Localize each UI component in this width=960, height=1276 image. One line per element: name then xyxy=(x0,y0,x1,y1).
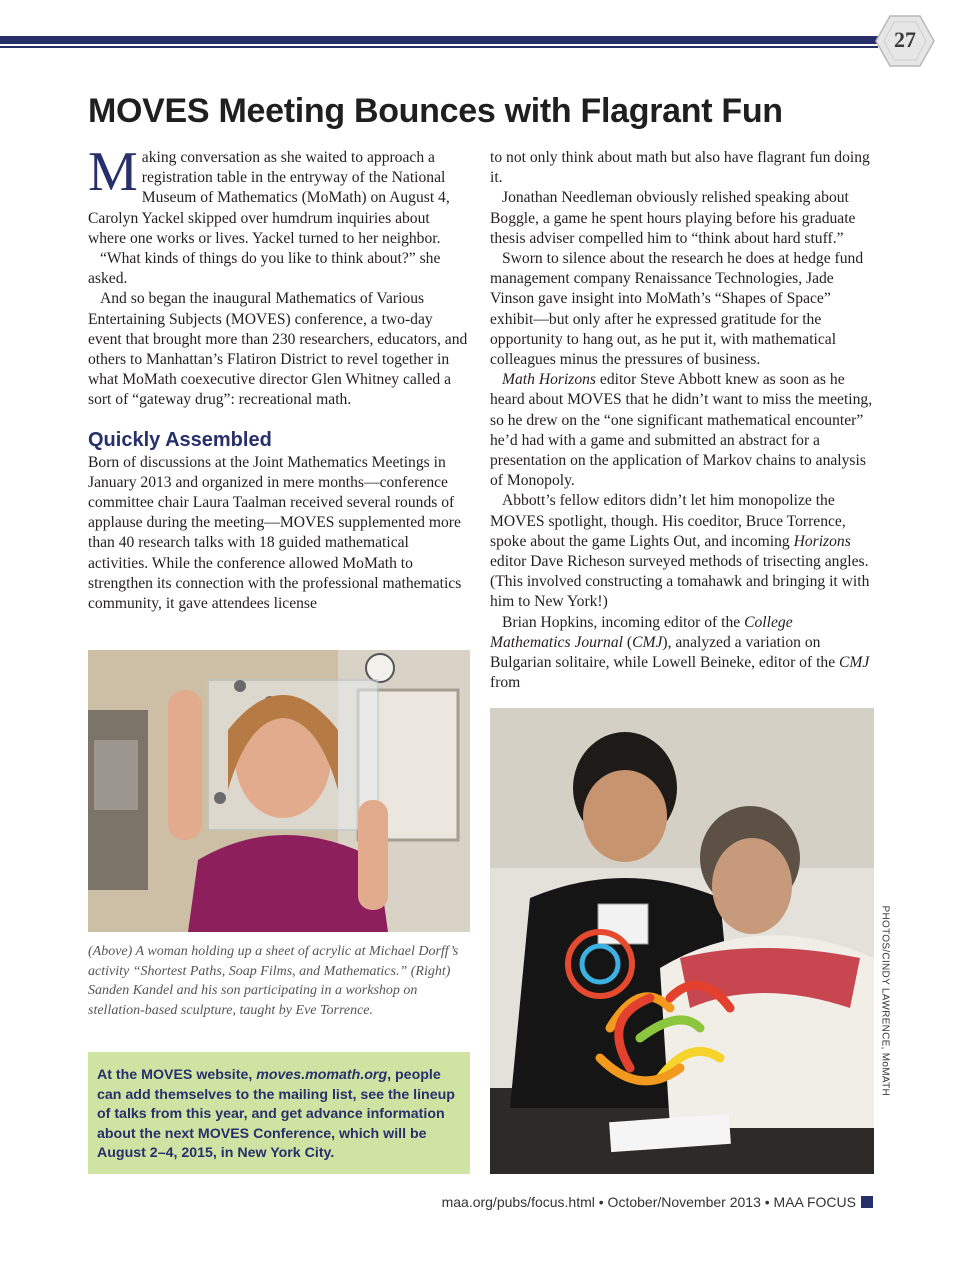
header-rule-thin xyxy=(0,46,878,48)
paragraph: Sworn to silence about the research he does at hedge fund management company Renaissance Technologies, Jade Vinson gave insight into MoMath’s “Shapes of Space” exhibit—but only after he expressed gratitude for the opportunity to hang out, as he put it, with mathematical colleagues minus the pressures of business. xyxy=(490,250,864,369)
paragraph: Abbott’s fellow editors didn’t let him monopolize the MOVES spotlight, though. His coeditor, Bruce Torrence, spoke about the game Lights Out, and incoming Horizons editor Dave Richeson surveyed methods of trisecting angles. (This involved constructing a tomahawk and bringing it with him to New York!) xyxy=(490,492,870,611)
drop-cap: M xyxy=(88,141,138,203)
left-column xyxy=(88,141,468,614)
photo-caption: (Above) A woman holding up a sheet of acrylic at Michael Dorff’s activity “Shortest Paths, Soap Films, and Mathematics.” (Right) Sanden Kandel and his son participating in a workshop on stellation-based sculpture, taught by Eve Torrence. xyxy=(88,944,459,1018)
page-footer: maa.org/pubs/focus.html • October/November 2013 • MAA FOCUS xyxy=(441,1194,856,1210)
right-column xyxy=(490,148,874,693)
paragraph: Born of discussions at the Joint Mathematics Meetings in January 2013 and organized in mere months—conference committee chair Laura Taalman received several rounds of applause during the meeting—MOVES supplemented more than 40 research talks with 18 guided mathematical activities. While the conference allowed MoMath to strengthen its connection with the professional mathematics community, it gave attendees license xyxy=(88,453,462,613)
article-title: MOVES Meeting Bounces with Flagrant Fun xyxy=(88,92,783,130)
header-rule xyxy=(0,36,878,44)
callout-box xyxy=(88,1052,470,1174)
paragraph: to not only think about math but also have flagrant fun doing it. xyxy=(490,149,870,187)
paragraph: Brian Hopkins, incoming editor of the College Mathematics Journal (CMJ), analyzed a variation on Bulgarian solitaire, while Lowell Beineke, editor of the CMJ from xyxy=(490,613,870,692)
paragraph: Math Horizons editor Steve Abbott knew as soon as he heard about MOVES that he didn’t want to miss the meeting, so he drew on the “one significant mathematical encounter” he’d had with a game and submitted an abstract for a presentation on the application of Markov chains to analysis of Monopoly. xyxy=(490,371,873,490)
paragraph: Jonathan Needleman obviously relished speaking about Boggle, a game he spent hours playing before his graduate thesis adviser compelled him to “think about hard stuff.” xyxy=(490,189,856,247)
paragraph: “What kinds of things do you like to think about?” she asked. xyxy=(88,250,441,288)
page-number: 27 xyxy=(894,27,916,52)
photo-credit: PHOTOS/CINDY LAWRENCE, MoMATH xyxy=(879,905,891,1097)
footer-square xyxy=(861,1196,873,1208)
photo-kandel-and-son xyxy=(490,708,874,1174)
paragraph: And so began the inaugural Mathematics of Various Entertaining Subjects (MOVES) conference, a two-day event that brought more than 230 researchers, educators, and others to Manhattan’s Flatiron District to revel together in what MoMath coexecutive director Glen Whitney called a sort of “gateway drug”: recreational math. xyxy=(88,290,468,409)
callout-text: At the MOVES website, moves.momath.org, people can add themselves to the mailing list, see the lineup of talks from this year, and get advance information about the next MOVES Conference, which will be August 2–4, 2015, in New York City. xyxy=(97,1067,455,1161)
photo-woman-acrylic xyxy=(88,650,470,932)
moves-website-link[interactable]: moves.momath.org xyxy=(256,1067,388,1083)
section-heading: Quickly Assembled xyxy=(88,428,272,451)
lead-paragraph: Making conversation as she waited to approach a registration table in the entryway of the National Museum of Mathematics (MoMath) on August 4, Carolyn Yackel skipped over humdrum inquiries about where one works or lives. Yackel turned to her neighbor. xyxy=(88,141,450,247)
